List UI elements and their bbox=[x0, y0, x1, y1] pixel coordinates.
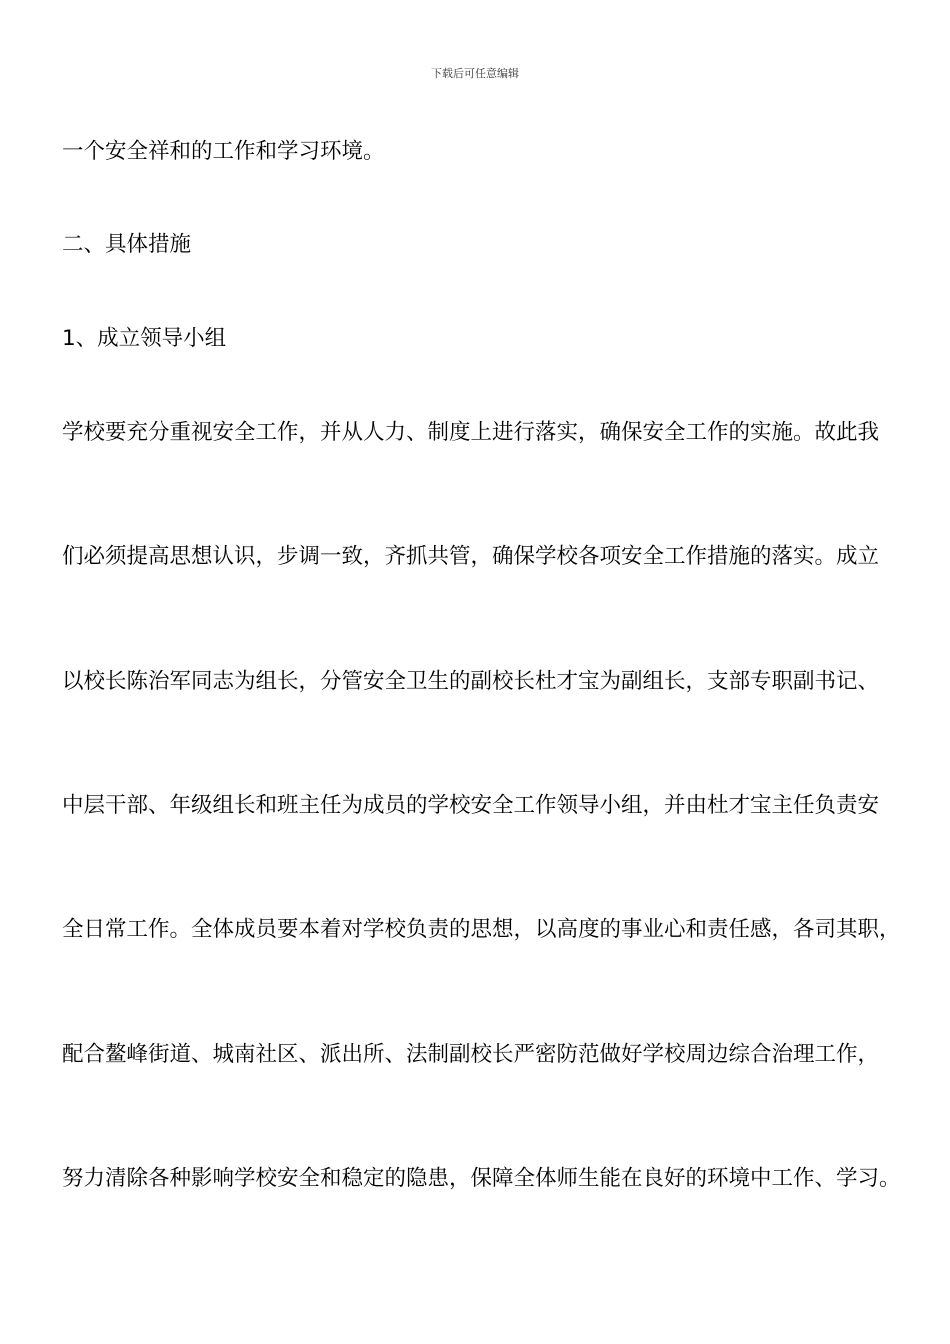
paragraph-line: 以校长陈治军同志为组长，分管安全卫生的副校长杜才宝为副组长，支部专职副书记、 bbox=[62, 669, 880, 694]
paragraph-line: 们必须提高思想认识，步调一致，齐抓共管，确保学校各项安全工作措施的落实。成立 bbox=[62, 544, 880, 569]
paragraph-line: 努力清除各种影响学校安全和稳定的隐患，保障全体师生能在良好的环境中工作、学习。 bbox=[62, 1166, 901, 1191]
subsection-heading-leadership-group: 1、成立领导小组 bbox=[62, 326, 227, 351]
paragraph-line-environment: 一个安全祥和的工作和学习环境。 bbox=[62, 139, 385, 164]
section-heading-measures: 二、具体措施 bbox=[62, 232, 192, 257]
paragraph-line: 配合鳌峰街道、城南社区、派出所、法制副校长严密防范做好学校周边综合治理工作， bbox=[62, 1042, 880, 1067]
page-header-note: 下载后可任意编辑 bbox=[431, 67, 519, 80]
paragraph-line: 中层干部、年级组长和班主任为成员的学校安全工作领导小组，并由杜才宝主任负责安 bbox=[62, 793, 880, 818]
paragraph-line: 学校要充分重视安全工作，并从人力、制度上进行落实，确保安全工作的实施。故此我 bbox=[62, 420, 880, 445]
paragraph-line: 全日常工作。全体成员要本着对学校负责的思想，以高度的事业心和责任感，各司其职， bbox=[62, 917, 901, 942]
